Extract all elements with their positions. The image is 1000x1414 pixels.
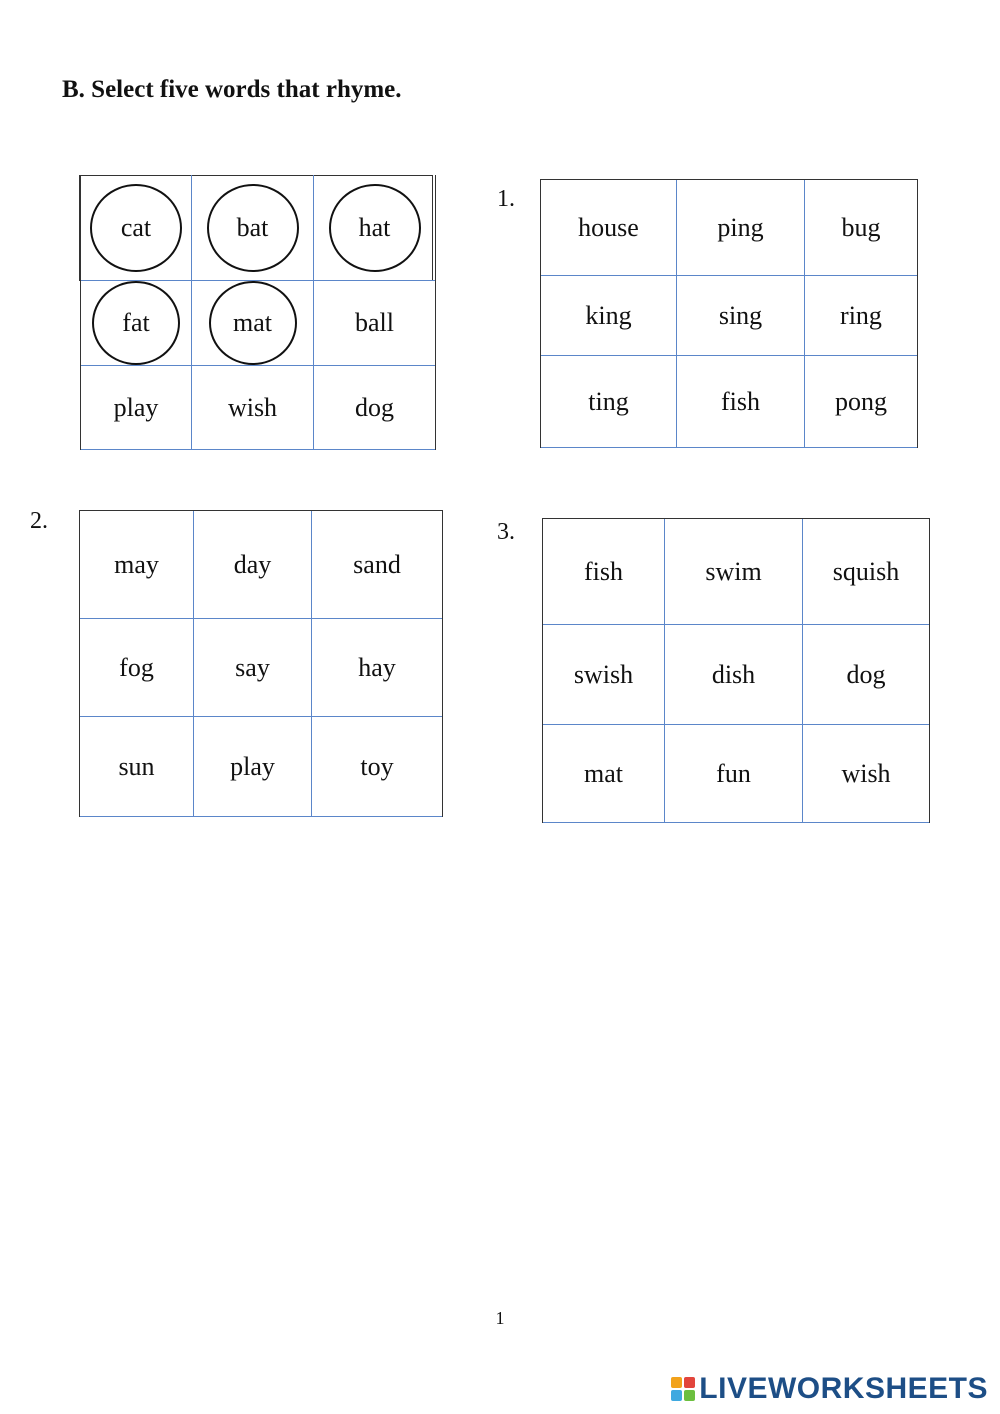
word-cell[interactable] <box>803 625 929 725</box>
word-label: king <box>585 300 632 330</box>
word-label: wish <box>227 392 278 422</box>
word-cell[interactable] <box>665 519 803 625</box>
brand-name: LIVEWORKSHEETS <box>699 1372 988 1405</box>
word-label: may <box>114 549 159 579</box>
word-label: cat <box>120 212 152 242</box>
word-cell[interactable] <box>803 725 929 823</box>
question-number-2: 2. <box>30 508 48 534</box>
word-label: mat <box>584 758 623 788</box>
word-cell[interactable] <box>314 175 435 281</box>
liveworksheets-brand <box>671 1372 988 1406</box>
word-label: fog <box>119 652 154 682</box>
word-cell[interactable] <box>192 175 314 281</box>
word-label: ping <box>717 212 764 242</box>
word-label: fun <box>716 758 751 788</box>
word-label: sand <box>353 549 401 579</box>
word-label: toy <box>360 751 394 781</box>
word-label: dog <box>846 659 886 689</box>
word-label: dish <box>711 659 756 689</box>
word-cell[interactable] <box>194 619 312 717</box>
word-cell[interactable] <box>192 281 314 366</box>
word-cell[interactable] <box>312 619 442 717</box>
word-label: mat <box>233 308 272 337</box>
word-cell[interactable] <box>194 511 312 619</box>
word-cell[interactable] <box>314 281 435 366</box>
word-label: squish <box>832 556 900 586</box>
section-title: B. Select five words that rhyme. <box>62 76 402 103</box>
word-cell[interactable] <box>805 180 917 276</box>
word-label: pong <box>835 386 887 416</box>
word-cell[interactable] <box>541 276 677 356</box>
word-label: fat <box>122 308 150 337</box>
word-cell[interactable] <box>81 281 192 366</box>
example-grid <box>80 175 436 450</box>
word-cell[interactable] <box>543 519 665 625</box>
word-cell[interactable] <box>665 725 803 823</box>
word-label: sun <box>118 751 155 781</box>
word-label: say <box>235 652 270 682</box>
word-label: bug <box>841 212 881 242</box>
word-cell[interactable] <box>677 356 805 448</box>
word-label: ring <box>840 300 882 330</box>
question-number-1: 1. <box>497 186 515 212</box>
liveworksheets-logo-icon <box>671 1377 695 1401</box>
word-cell[interactable] <box>677 180 805 276</box>
word-cell[interactable] <box>312 717 442 817</box>
word-label: play <box>230 751 275 781</box>
word-cell[interactable] <box>541 180 677 276</box>
word-cell[interactable] <box>81 366 192 450</box>
word-label: fish <box>584 556 623 586</box>
word-cell[interactable] <box>543 725 665 823</box>
word-label: fish <box>721 386 760 416</box>
word-label: day <box>233 549 272 579</box>
word-cell[interactable] <box>192 366 314 450</box>
question-2-grid <box>79 510 443 817</box>
word-label: hat <box>358 212 391 242</box>
word-cell[interactable] <box>541 356 677 448</box>
word-cell[interactable] <box>805 356 917 448</box>
word-label: swish <box>573 659 634 689</box>
question-3-grid <box>542 518 930 823</box>
word-label: house <box>578 212 639 242</box>
word-label: sing <box>718 300 763 330</box>
word-cell[interactable] <box>803 519 929 625</box>
question-number-3: 3. <box>497 519 515 545</box>
word-cell[interactable] <box>314 366 435 450</box>
word-cell[interactable] <box>665 625 803 725</box>
word-label: play <box>113 392 159 422</box>
word-cell[interactable] <box>80 717 194 817</box>
word-label: wish <box>841 758 891 788</box>
word-cell[interactable] <box>312 511 442 619</box>
word-label: ball <box>355 308 394 337</box>
word-label: ting <box>588 386 629 416</box>
word-cell[interactable] <box>677 276 805 356</box>
word-label: hay <box>358 652 396 682</box>
word-label: dog <box>355 392 394 422</box>
word-label: bat <box>236 212 269 242</box>
page-number: 1 <box>495 1308 505 1328</box>
question-1-grid <box>540 179 918 448</box>
word-cell[interactable] <box>81 175 192 281</box>
word-cell[interactable] <box>194 717 312 817</box>
word-cell[interactable] <box>805 276 917 356</box>
word-cell[interactable] <box>80 511 194 619</box>
word-cell[interactable] <box>80 619 194 717</box>
word-label: swim <box>705 556 762 586</box>
word-cell[interactable] <box>543 625 665 725</box>
